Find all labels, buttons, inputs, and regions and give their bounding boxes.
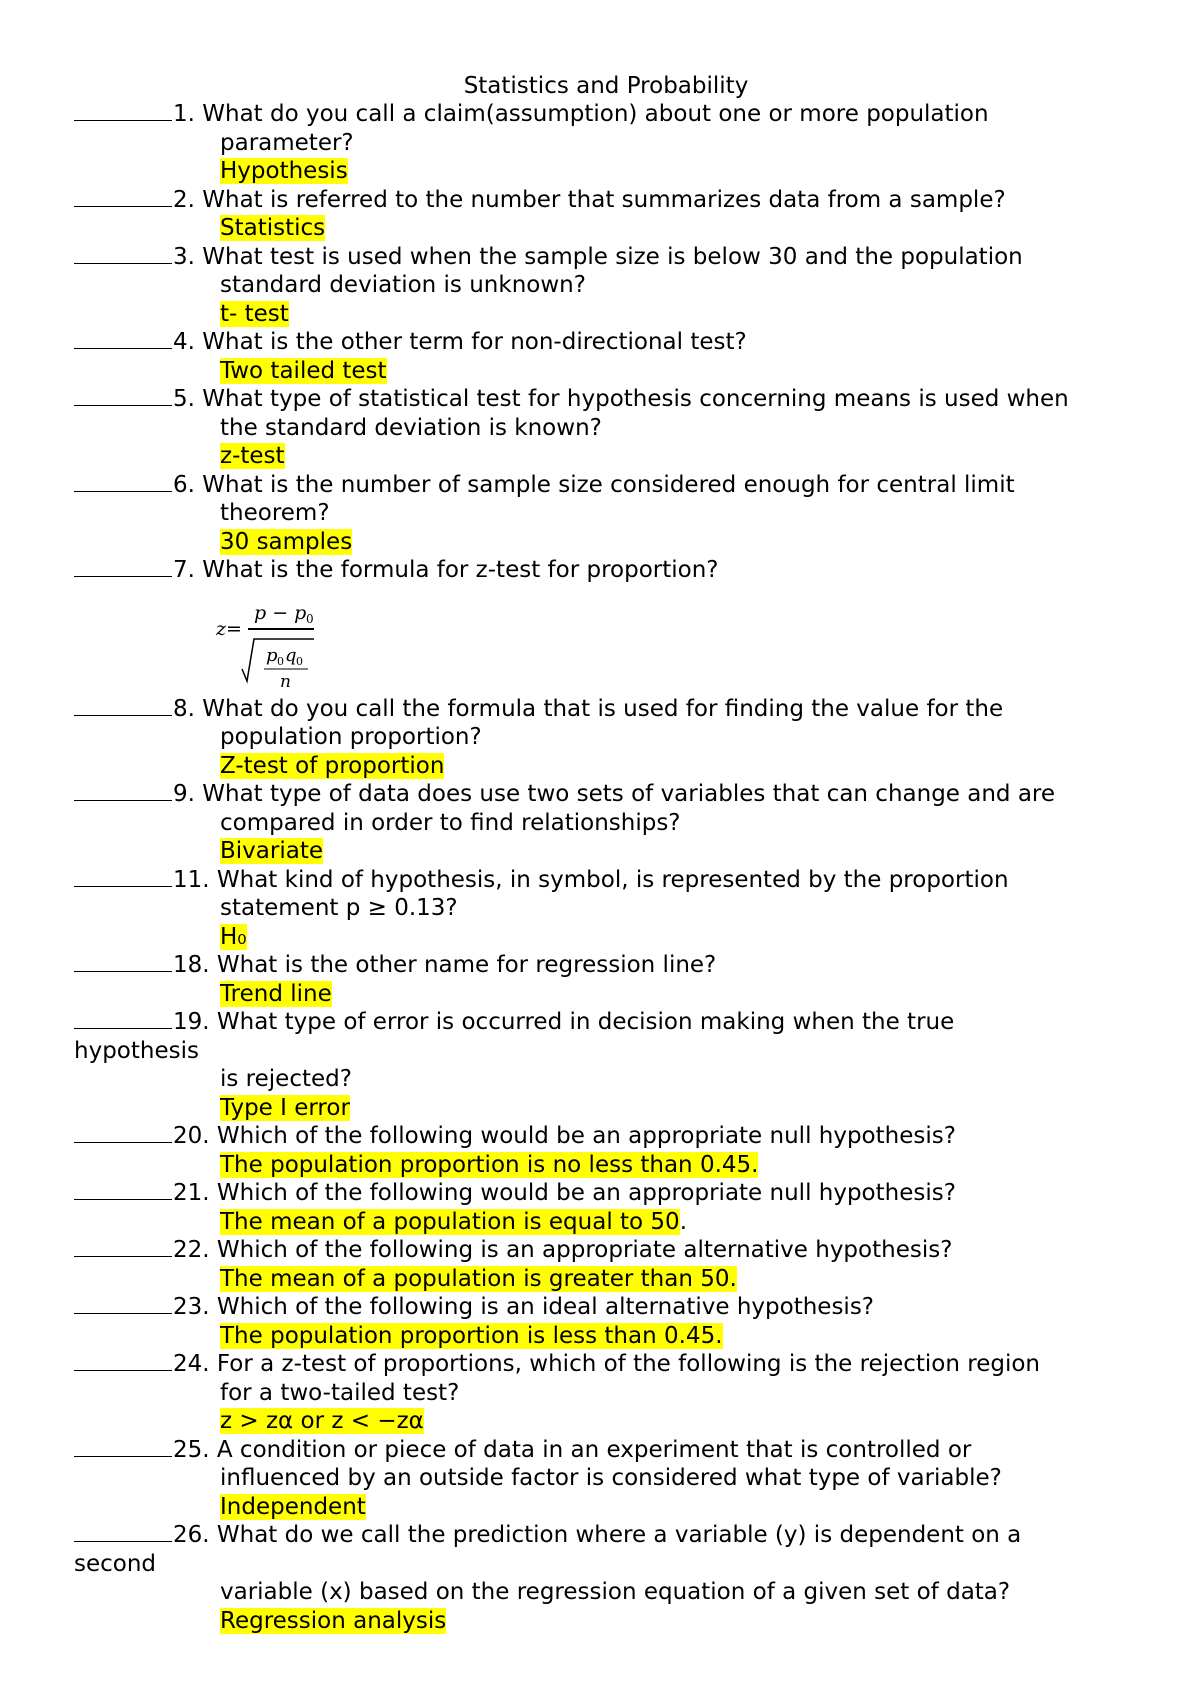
question-3	[74, 243, 1134, 329]
highlighted-answer: Trend line	[220, 980, 332, 1007]
z-test-proportion-formula	[74, 585, 1134, 695]
question-number: 9.	[173, 781, 195, 807]
question-1	[74, 100, 1134, 186]
formula-numerator-subscript: 0	[306, 611, 314, 626]
question-text-continued: is rejected?	[220, 1066, 352, 1092]
highlighted-answer: The mean of a population is equal to 50	[220, 1208, 680, 1235]
question-text-continued: standard deviation is unknown?	[220, 272, 586, 298]
answer-blank	[74, 1350, 172, 1371]
question-number: 11.	[173, 866, 210, 893]
question-text: What do we call the prediction where a variable (y) is dependent on a	[216, 1522, 1022, 1548]
highlighted-answer: z > zα or z < −zα	[220, 1408, 424, 1434]
question-text-continued: statement p ≥ 0.13?	[220, 895, 458, 921]
question-text-continued: influenced by an outside factor is considered what type of variable?	[220, 1465, 1002, 1491]
question-text: What test is used when the sample size is below 30 and the population	[202, 243, 1023, 270]
question-5	[74, 385, 1134, 471]
answer-blank	[74, 471, 172, 492]
question-text-continued: variable (x) based on the regression equation of a given set of data?	[220, 1579, 1011, 1605]
highlighted-answer: Hypothesis	[220, 158, 348, 184]
highlighted-answer: z-test	[220, 443, 285, 469]
question-text-continued: parameter?	[220, 129, 354, 156]
highlighted-answer: Regression analysis	[220, 1607, 447, 1634]
answer-blank	[74, 556, 172, 577]
answer-blank	[74, 186, 172, 207]
question-7	[74, 556, 1134, 695]
question-24	[74, 1350, 1134, 1436]
answer-blank	[74, 243, 172, 264]
answer-blank	[74, 1008, 172, 1029]
question-text: Which of the following is an appropriate alternative hypothesis?	[216, 1237, 953, 1263]
answer-blank	[74, 1179, 172, 1200]
answer-blank	[74, 385, 172, 406]
question-text: A condition or piece of data in an experiment that is controlled or	[216, 1436, 972, 1463]
question-number: 2.	[173, 186, 195, 213]
highlighted-answer: 30 samples	[220, 528, 353, 555]
answer-blank	[74, 1122, 172, 1143]
question-number: 1.	[173, 101, 195, 127]
question-text: What is the formula for z-test for proportion?	[202, 557, 719, 583]
question-number: 18.	[173, 952, 210, 978]
question-text-wrapped: hypothesis	[74, 1037, 199, 1064]
formula-numerator: p − p	[254, 601, 307, 624]
highlighted-answer: Independent	[220, 1493, 366, 1520]
question-text-continued: population proportion?	[220, 724, 482, 750]
question-number: 3.	[173, 243, 195, 270]
question-20	[74, 1122, 1134, 1179]
question-19	[74, 1008, 1134, 1122]
question-text: What is the other term for non-directional test?	[202, 329, 747, 355]
question-25	[74, 1436, 1134, 1522]
question-number: 20.	[173, 1123, 210, 1149]
question-2	[74, 186, 1134, 243]
question-text: What do you call the formula that is used for finding the value for the	[202, 695, 1004, 722]
question-text-continued: theorem?	[220, 500, 330, 526]
question-4	[74, 328, 1134, 385]
question-text: What is the other name for regression line?	[216, 952, 717, 978]
question-number: 22.	[173, 1237, 210, 1263]
question-number: 25.	[173, 1436, 210, 1463]
answer-blank	[74, 1236, 172, 1257]
answer-blank	[74, 1293, 172, 1314]
highlighted-answer: t- test	[220, 300, 289, 327]
question-text: For a z-test of proportions, which of the following is the rejection region	[216, 1351, 1040, 1377]
question-number: 8.	[173, 695, 195, 722]
question-text: What type of statistical test for hypothesis concerning means is used when	[202, 386, 1069, 412]
highlighted-answer: H₀	[220, 923, 247, 950]
formula-graphic	[214, 591, 334, 695]
radicand-q: q	[285, 644, 297, 666]
answer-blank	[74, 328, 172, 349]
question-text: What kind of hypothesis, in symbol, is represented by the proportion	[216, 866, 1009, 893]
question-text-continued: the standard deviation is known?	[220, 414, 602, 441]
answer-blank	[74, 866, 172, 887]
highlighted-answer: Bivariate	[220, 838, 323, 864]
answer-blank	[74, 1436, 172, 1457]
question-text: Which of the following is an ideal alternative hypothesis?	[216, 1294, 875, 1320]
radicand-q-subscript: 0	[296, 654, 303, 668]
question-text: Which of the following would be an appropriate null hypothesis?	[216, 1180, 956, 1206]
answer-blank	[74, 951, 172, 972]
radicand-p-subscript: 0	[277, 654, 284, 668]
highlighted-answer: The population proportion is less than 0.45.	[220, 1322, 723, 1349]
question-11	[74, 866, 1134, 952]
highlighted-answer: Z-test of proportion	[220, 752, 445, 779]
radicand-p: p	[266, 644, 278, 666]
question-number: 26.	[173, 1522, 210, 1548]
question-9	[74, 780, 1134, 866]
question-list	[74, 100, 1134, 1635]
question-6	[74, 471, 1134, 557]
question-number: 23.	[173, 1294, 210, 1320]
question-text: What is referred to the number that summarizes data from a sample?	[202, 186, 1006, 213]
question-number: 5.	[173, 386, 195, 412]
question-22	[74, 1236, 1134, 1293]
highlighted-answer: The population proportion is no less than 0.45.	[220, 1151, 759, 1178]
radicand-n: n	[280, 671, 291, 692]
question-text-continued: compared in order to find relationships?	[220, 809, 681, 836]
highlighted-answer: Two tailed test	[220, 357, 387, 384]
question-26	[74, 1521, 1134, 1635]
answer-blank	[74, 695, 172, 716]
question-number: 6.	[173, 471, 195, 498]
page-title: Statistics and Probability	[463, 73, 749, 99]
highlighted-answer: Statistics	[220, 215, 326, 241]
question-text-continued: for a two-tailed test?	[220, 1379, 460, 1406]
question-number: 4.	[173, 329, 195, 355]
question-text: What type of error is occurred in decision making when the true	[216, 1009, 955, 1035]
answer-blank	[74, 780, 172, 801]
question-text: Which of the following would be an appropriate null hypothesis?	[216, 1123, 956, 1149]
question-number: 19.	[173, 1009, 210, 1035]
highlighted-answer: The mean of a population is greater than 50.	[220, 1265, 737, 1292]
answer-blank	[74, 1521, 172, 1542]
question-8	[74, 695, 1134, 781]
highlighted-answer: Type I error	[220, 1094, 350, 1121]
question-text: What type of data does use two sets of variables that can change and are	[202, 781, 1056, 807]
question-text: What do you call a claim(assumption) about one or more population	[202, 101, 989, 127]
question-18	[74, 951, 1134, 1008]
formula-lhs: z=	[216, 617, 242, 640]
answer-period: .	[679, 1208, 687, 1235]
answer-blank	[74, 100, 172, 121]
question-23	[74, 1293, 1134, 1350]
question-text-wrapped: second	[74, 1550, 157, 1577]
question-number: 21.	[173, 1180, 210, 1206]
question-21	[74, 1179, 1134, 1236]
question-text: What is the number of sample size considered enough for central limit	[202, 471, 1015, 498]
question-number: 24.	[173, 1351, 210, 1377]
question-number: 7.	[173, 557, 195, 583]
